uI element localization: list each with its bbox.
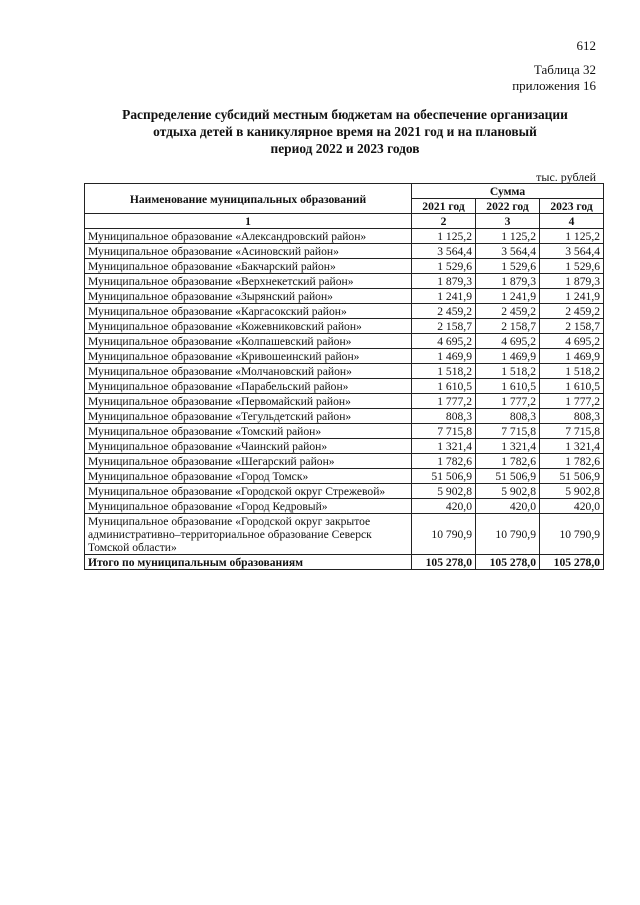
total-label: Итого по муниципальным образованиям (85, 555, 412, 570)
amount-2022: 7 715,8 (476, 424, 540, 439)
table-row (85, 319, 604, 334)
amount-2022: 10 790,9 (476, 514, 540, 555)
municipality-name: Муниципальное образование «Бакчарский район» (85, 259, 412, 274)
column-number: 2 (412, 214, 476, 229)
municipality-name: Муниципальное образование «Колпашевский район» (85, 334, 412, 349)
amount-2023: 420,0 (540, 499, 604, 514)
table-row (85, 499, 604, 514)
amount-2022: 3 564,4 (476, 244, 540, 259)
amount-2023: 2 158,7 (540, 319, 604, 334)
amount-2022: 1 782,6 (476, 454, 540, 469)
amount-2021: 10 790,9 (412, 514, 476, 555)
amount-2021: 1 777,2 (412, 394, 476, 409)
municipality-name: Муниципальное образование «Городской округ Стрежевой» (85, 484, 412, 499)
municipality-name: Муниципальное образование «Город Кедровый» (85, 499, 412, 514)
municipality-name: Муниципальное образование «Кожевниковский район» (85, 319, 412, 334)
amount-2021: 4 695,2 (412, 334, 476, 349)
amount-2023: 51 506,9 (540, 469, 604, 484)
table-row (85, 409, 604, 424)
amount-2023: 1 321,4 (540, 439, 604, 454)
header-sum: Сумма (412, 184, 604, 199)
table-body (85, 229, 604, 570)
amount-2022: 420,0 (476, 499, 540, 514)
table-row (85, 514, 604, 555)
table-row (85, 349, 604, 364)
municipality-name: Муниципальное образование «Зырянский район» (85, 289, 412, 304)
table-row (85, 229, 604, 244)
amount-2021: 1 518,2 (412, 364, 476, 379)
table-reference-line: Таблица 32 (533, 62, 596, 77)
amount-2022: 1 241,9 (476, 289, 540, 304)
document-title (80, 106, 610, 157)
amount-2023: 7 715,8 (540, 424, 604, 439)
table-row (85, 379, 604, 394)
appendix-reference-line: приложения 16 (512, 78, 596, 93)
table-row (85, 289, 604, 304)
amount-2023: 4 695,2 (540, 334, 604, 349)
amount-2023: 808,3 (540, 409, 604, 424)
table-row (85, 259, 604, 274)
table-row (85, 334, 604, 349)
municipality-name: Муниципальное образование «Александровский район» (85, 229, 412, 244)
amount-2023: 1 777,2 (540, 394, 604, 409)
table-row (85, 484, 604, 499)
header-municipality: Наименование муниципальных образований (85, 184, 412, 214)
column-number: 3 (476, 214, 540, 229)
amount-2021: 7 715,8 (412, 424, 476, 439)
amount-2022: 1 777,2 (476, 394, 540, 409)
amount-2021: 1 529,6 (412, 259, 476, 274)
amount-2022: 1 125,2 (476, 229, 540, 244)
title-line: Распределение субсидий местным бюджетам на обеспечение организации (122, 107, 568, 122)
table-row (85, 394, 604, 409)
page-number: 612 (576, 38, 596, 53)
amount-2022: 1 610,5 (476, 379, 540, 394)
units-label: тыс. рублей (536, 170, 596, 184)
amount-2022: 51 506,9 (476, 469, 540, 484)
municipality-name: Муниципальное образование «Шегарский район» (85, 454, 412, 469)
amount-2022: 1 321,4 (476, 439, 540, 454)
table-row (85, 274, 604, 289)
amount-2023: 1 879,3 (540, 274, 604, 289)
amount-2021: 1 241,9 (412, 289, 476, 304)
table-row (85, 304, 604, 319)
municipality-name: Муниципальное образование «Город Томск» (85, 469, 412, 484)
subsidies-table (84, 183, 604, 570)
amount-2021: 1 879,3 (412, 274, 476, 289)
amount-2022: 4 695,2 (476, 334, 540, 349)
table-row (85, 244, 604, 259)
municipality-name: Муниципальное образование «Каргасокский район» (85, 304, 412, 319)
header-year: 2022 год (476, 199, 540, 214)
municipality-name: Муниципальное образование «Парабельский район» (85, 379, 412, 394)
total-2022: 105 278,0 (476, 555, 540, 570)
amount-2023: 2 459,2 (540, 304, 604, 319)
amount-2022: 1 879,3 (476, 274, 540, 289)
amount-2021: 1 125,2 (412, 229, 476, 244)
amount-2021: 5 902,8 (412, 484, 476, 499)
column-number: 4 (540, 214, 604, 229)
amount-2021: 1 321,4 (412, 439, 476, 454)
title-line: период 2022 и 2023 годов (270, 141, 420, 156)
amount-2022: 808,3 (476, 409, 540, 424)
column-number: 1 (85, 214, 412, 229)
amount-2023: 1 529,6 (540, 259, 604, 274)
table-row (85, 364, 604, 379)
amount-2022: 2 459,2 (476, 304, 540, 319)
header-year: 2021 год (412, 199, 476, 214)
total-2023: 105 278,0 (540, 555, 604, 570)
amount-2021: 51 506,9 (412, 469, 476, 484)
municipality-name: Муниципальное образование «Томский район» (85, 424, 412, 439)
amount-2022: 5 902,8 (476, 484, 540, 499)
amount-2021: 420,0 (412, 499, 476, 514)
municipality-name: Муниципальное образование «Молчановский район» (85, 364, 412, 379)
amount-2021: 1 469,9 (412, 349, 476, 364)
total-2021: 105 278,0 (412, 555, 476, 570)
amount-2021: 3 564,4 (412, 244, 476, 259)
amount-2021: 1 610,5 (412, 379, 476, 394)
amount-2023: 1 610,5 (540, 379, 604, 394)
amount-2023: 1 518,2 (540, 364, 604, 379)
amount-2021: 2 158,7 (412, 319, 476, 334)
amount-2022: 1 529,6 (476, 259, 540, 274)
header-year: 2023 год (540, 199, 604, 214)
amount-2022: 2 158,7 (476, 319, 540, 334)
table-row (85, 424, 604, 439)
amount-2023: 3 564,4 (540, 244, 604, 259)
total-row (85, 555, 604, 570)
amount-2023: 1 241,9 (540, 289, 604, 304)
amount-2021: 808,3 (412, 409, 476, 424)
title-line: отдыха детей в каникулярное время на 2021 год и на плановый (153, 124, 537, 139)
table-reference (512, 62, 596, 94)
table-row (85, 454, 604, 469)
municipality-name: Муниципальное образование «Чаинский район» (85, 439, 412, 454)
amount-2023: 10 790,9 (540, 514, 604, 555)
municipality-name: Муниципальное образование «Первомайский район» (85, 394, 412, 409)
municipality-name: Муниципальное образование «Кривошеинский район» (85, 349, 412, 364)
municipality-name: Муниципальное образование «Городской округ закрытое административно–территориальное образование Северск Томской области» (85, 514, 412, 555)
municipality-name: Муниципальное образование «Асиновский район» (85, 244, 412, 259)
amount-2021: 1 782,6 (412, 454, 476, 469)
municipality-name: Муниципальное образование «Верхнекетский район» (85, 274, 412, 289)
table-row (85, 469, 604, 484)
amount-2022: 1 518,2 (476, 364, 540, 379)
amount-2023: 1 782,6 (540, 454, 604, 469)
amount-2022: 1 469,9 (476, 349, 540, 364)
amount-2021: 2 459,2 (412, 304, 476, 319)
amount-2023: 1 469,9 (540, 349, 604, 364)
municipality-name: Муниципальное образование «Тегульдетский район» (85, 409, 412, 424)
amount-2023: 1 125,2 (540, 229, 604, 244)
amount-2023: 5 902,8 (540, 484, 604, 499)
table-row (85, 439, 604, 454)
